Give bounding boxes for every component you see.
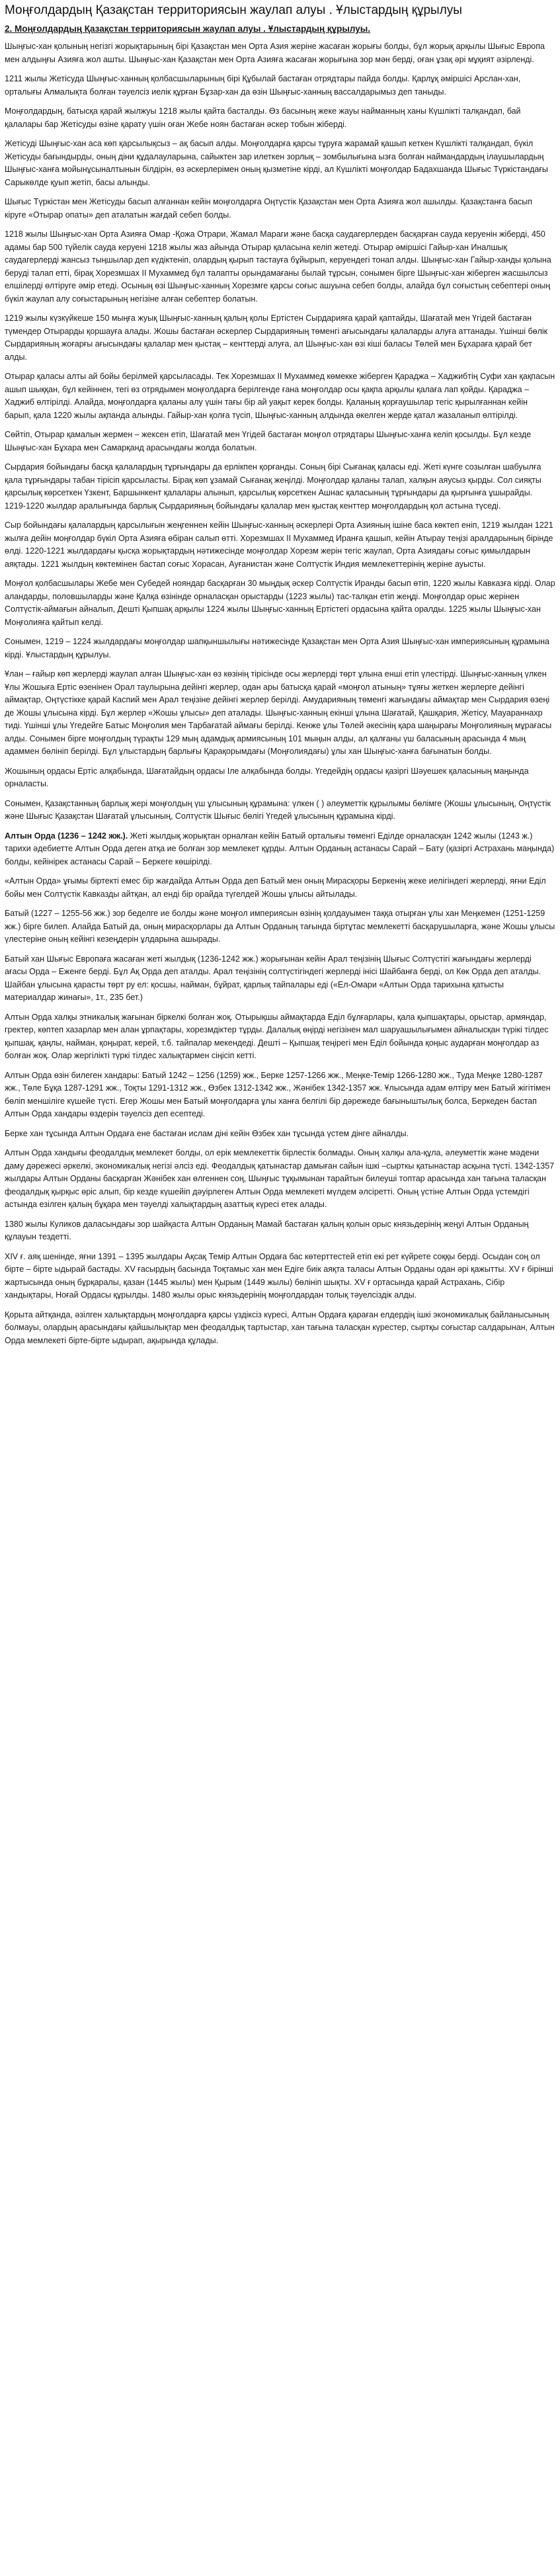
paragraph xyxy=(5,798,555,823)
paragraph xyxy=(5,370,555,422)
paragraph-text: Сонымен, 1219 – 1224 жылдардағы моңғолдар шапқыншылығы нәтижесінде Қазақстан мен Орта Азия Шыңғыс-хан империясының құрамына кірді. Ұлыстардың құрылуы. xyxy=(5,637,549,659)
paragraph xyxy=(5,830,555,869)
paragraph-text: Жетісуді Шыңғыс-хан аса көп қарсылықсыз – ақ басып алды. Моңғолдарға қарсы тұруға жарамай қашып кеткен Күшлікті талқандап, бүкіл Жетісуды бағындырды, оның діни құдалауларына, сайыктен зар илеткен зорлық – зомбылығына ызға болған наймандардың ілаушылардың Шыңғыс-ханға мойынұсыналтынын білдірін, өз әскерлерімен оның қызметіне кірді, ал Күшлікті моңғолдар Бадахшанда Шығыс Түркістандағы Сарыкөлде қуып жетіп, басы алынды. xyxy=(5,139,548,187)
paragraph xyxy=(5,765,555,791)
paragraph xyxy=(5,461,555,513)
paragraph-text: Алтын Орда хандығы феодалдық мемлекет болды, ол ерік мемлекеттік бірлестік болмады. Оның халқы ала-құла, әлеуметтік және мәдени даму дәрежесі әркелкі, экономикалық негізі әлсіз еді. Феодалдық қатынастар дамыған сайын ішкі –сырткы қатынастар асқына түсті. 1342-1357 жылдары Алтын Орданы басқарған Жәнібек хан өлгеннен соң, Шыңғыс тұқымынан тарайтын билеуші топтар арасында хан тағына таласқан феодалдық қырқыс өріс алып, бір кезде күшейіп дәуірлеген Алтын Орда мемлекеті мүлдем әлсіретті. Оның үстіне Алтын Орда үстемдігі астында езілген қалың бұқара мен тәуелді халықтардың азаттық күресі етек алады. xyxy=(5,1148,555,1209)
paragraph xyxy=(5,875,555,901)
paragraph xyxy=(5,1147,555,1212)
paragraph-text: «Алтын Орда» ұғымы біртекті емес бір жағдайда Алтын Орда деп Батый мен оның Мирасқоры Беркенің жеке иелігіндегі жерлерді, яғни Еділ бойы мен Солтүстік Кавказды айтқан, ал енді бір орайда түгелдей Жошы ұлысы айтылады. xyxy=(5,876,546,899)
paragraph-text: Сыр бойындағы қалалардың қарсылығын жеңгеннен кейін Шыңғыс-ханның әскерлері Орта Азияның ішіне баса көктеп еніп, 1219 жылдан 1221 жылға дейін моңғолдар бүкіл Орта Азияға өбіран салып өтті. Хорезмшах II Мухаммед Иранға қашып, кейін Атырау теңізі аралдарының бірінде өлді. 1220-1221 жылдардағы қысқа жорықтардың нәтижесінде моңғолдар Хорезм жерін тегіс жаулап, Орта Азиядағы соғыс қимылдарын аяқтады. 1221 жылдың көктемінен бастап соғыс Хорасан, Ауғанистан және Солтүстік Индия мемлекеттерінің жеріне ауысты. xyxy=(5,520,553,569)
paragraph-text: Батый хан Шығыс Европаға жасаған жеті жылдық (1236-1242 жж.) жорығынан кейін Арал теңізінің Шығыс Солтүстігі жағындағы жерлерді ағасы Орда – Еженге берді. Бұл Ақ Орда деп аталды. Арал теңізінің солтүстігіндегі жерлерді інісі Шайбанға берді, ол Көк Орда деп аталды. Шайбан ұлысына қарасты төрт ру ел: қосшы, найман, бұйрат, қарлық тайпалары еді («Ел-Омари «Алтын Орда тарихына қатысты материалдар жинағы», 1т., 235 бет.) xyxy=(5,954,541,1002)
paragraph-text: Сөйтіп, Отырар қамалын жермен – жексен етіп, Шағатай мен Үгідей бастаған моңғол отрядтары Шыңғыс-ханға келіп қосылды. Бұл кезде Шыңғыс-хан Бұхара мен Самарқанд арасындағы жолда болатын. xyxy=(5,430,532,452)
paragraph-text: Алтын Орда өзін билеген хандары: Батый 1242 – 1256 (1259) жж., Берке 1257-1266 жж., Меңке-Темір 1266-1280 жж., Туда Меңке 1280-1287 жж., Төле Бұқа 1287-1291 жж., Тоқты 1291-1312 жж., Өзбек 1312-1342 жж., Жәнібек 1342-1357 жж. Ұлысында адам өлтіру мен Батый жігітімен бөліп меншіліге күшейе түсті. Егер Жошы мен Батый моңғолдарға ұлы ханға белгілі бір дәрежеде бағыныштылық болса, Беркеден бастап Алтын Орда хандары өздерін тәуелсіз деп есептеді. xyxy=(5,1070,551,1118)
paragraph-text: Сырдария бойындағы басқа қалалардың тұрғындары да ерлікпен қорғанды. Соның бірі Сығанақ қаласы еді. Жеті күнге созылған шабуылға қала тұрғындары табан тірісіп қарсыласты. Бірақ көп ұзамай Сығанақ жеңілді. Моңғолдар қаланы талап, халқын аяусыз қырды. Сол сияқты қарсылық көрсеткен Үзкент, Баршынкент қалалары алынып, қарсылық көрсеткен Ашнас қаласының тұрғындары да қырғынға ұшырайды. 1219-1220 жылдар аралығында барлық Сырдарияның бойындағы қалалар мен қыстақ кенттер моңғолдардың қол астына түседі. xyxy=(5,462,541,511)
paragraph xyxy=(5,196,555,222)
paragraph-text: 1218 жылы Шыңғыс-хан Орта Азияға Омар -Қожа Отрари, Жамал Мараги және басқа саудагерлерден басқарған сауда керуенін жіберді, 450 адамы бар 500 түйелік сауда керуені 1218 жылы жаз айында Отырар қаласына келіп жетеді. Отырар әміршісі Гайыр-хан Иналшық саудагерлерді жансыз тыңшылар деп күдіктеніп, олардың қырып тастауға бұйырып, керуендегі тонап алды. Шыңғыс-хан Гайыр-ханды қолына беруді талап етті, бірақ Хорезмшах II Мухаммед бұл талапты орындамағаны былай тұрсын, сонымен бірге Шыңғыс-хан жіберген жасшылсыз елшілерді өлтіруге әмір етеді. Осының өзі Шыңғыс-ханның Хорезмге қарсы соғыс ашуына себеп болды, алайда бұл соғыстың себептері оның бүкіл жаулап алу соғыстарының негізіне алған себептер болатын. xyxy=(5,229,551,304)
paragraph-text: Берке хан тұсында Алтын Ордаға ене бастаған ислам діні кейін Өзбек хан тұсында үстем дінге айналды. xyxy=(5,1128,409,1138)
paragraph xyxy=(5,1128,555,1141)
paragraph-text: Батый (1227 – 1255-56 жж.) зор беделге ие болды және моңғол империясын өзінің қолдауымен таққа отырған ұлы хан Меңкемен (1251-1259 жж.) бірге билеп. Алайда Батый да, оның мирасқорлары да Алтын Орданың тағында біртұтас мемлекетті басқарушыларға, және Жошы ұлысы үлестеріне оның кейінгі кезеңдерін ұлдарына ашырады. xyxy=(5,909,555,944)
paragraph-text: Моңғол қолбасшылары Жебе мен Субедей нояндар басқарған 30 мыңдық әскер Солтүстік Иранды басып өтіп, 1220 жылы Кавказға кірді. Олар аландарды, половшыларды және Қалқа өзінінде орналасқан орыстарды (1223 жылы) тас-талқан етіп жеңді. Моңғолдар орыс жерінен Солтүстік-аймағын айналып, Дешті Қыпшақ арқылы 1224 жылы Шыңғыс-ханның Ертістегі ордасына қайта оралды. 1225 жылы Шыңғыс-хан Моңғолияға қайтып келді. xyxy=(5,579,555,627)
paragraph xyxy=(5,519,555,571)
section-heading: 2. Моңғолдардың Қазақстан территориясын жаулап алуы . Ұлыстардың құрылуы. xyxy=(5,24,371,34)
paragraph-text: Шығыс Түркістан мен Жетісуды басып алғаннан кейін моңғолдарға Оңтүстік Қазақстан мен Орта Азияға жол ашылды. Қазақстанға басып кіруге «Отырар опаты» деп аталатын жағдай себеп болды. xyxy=(5,197,533,220)
paragraph-text: Моңғолдардың, батысқа қарай жылжуы 1218 жылы қайта басталды. Өз басының жеке жауы найманның ханы Күшлікті талқандап, бай қалалары бар Жетісуды өзіне қарату үшін оған Жебе ноян бастаған әскер тобын жіберді. xyxy=(5,106,521,129)
paragraph-text: XIV ғ. аяқ шенінде, яғни 1391 – 1395 жылдары Ақсақ Темір Алтын Ордаға бас көтерттестей етіп екі рет күйрете соққы берді. Осыдан соң ол бірте – бірте ыдырай бастады. XV ғасырдың басында Тоқтамыс хан мен Едіге биік аяқта таласы Алтын Орданы одан әрі қажытты. XV ғ бірінші жартысында оның бұрқаралы, қазан (1445 жылы) мен Қырым (1449 жылы) бөлініп шықты. XV ғ ортасында қарай Астрахань, Сібір хандықтары, Ноғай Ордасы құрылды. 1480 жылы орыс князьдерінің моңғолдардан толық тәуелсіздік алды. xyxy=(5,1251,553,1300)
document-title: Моңғолдардың Қазақстан территориясын жаулап алуы . Ұлыстардың құрылуы xyxy=(5,3,462,17)
paragraph xyxy=(5,105,555,131)
paragraph-text: Жошының ордасы Ертіс алқабында, Шағатайдың ордасы Іле алқабында болды. Үгедейдің ордасы қазіргі Шәуешек қаласының маңында орналасты. xyxy=(5,766,529,788)
paragraph-text: Сонымен, Қазақстанның барлық жері моңғолдың үш ұлысының құрамына: үлкен ( ) әлеуметтік құрылымы бөлімге (Жошы ұлысының, Оңтүстік және Шығыс Қазақстан Шағатай ұлысының, Солтүстік Шығыс бөлігі Үгедей ұлысының құрамына кірді. xyxy=(5,798,551,821)
paragraph-text: 1380 жылы Куликов даласындағы зор шайқаста Алтын Орданың Мамай бастаған қалың қолын орыс князьдерінің жеңуі Алтын Орданың құлауын тездетті. xyxy=(5,1219,529,1241)
paragraph-text: Ұлан – ғайыр көп жерлерді жаулап алған Шыңғыс-хан өз көзінің тірісінде осы жерлерді төрт ұлына енші етіп үлестірді. Шыңғыс-ханның үлкен Ұлы Жошыға Ертіс өзенінен Орал таулырына дейінгі жерлер, одан ары батысқа қарай «моңғол атының» тұяғы жеткен жерлерге дейінгі аймақтар, Оңтүстікке қарай Каспий мен Арал теңізіне дейінгі жерлер берілді. Амударияның төменгі жағындағы аймақтар мен Сырдария өзеңі де Жошы ұлысына кірді. Бұл жерлер «Жошы ұлысы» деп аталады. Шыңғыс-ханның екінші ұлына Шағатай, Қашқария, Жетісу, Мауараннахр тиді. Үшінші ұлы Үгедейге Батыс Моңғолия мен Тарбағатай аймағы берілді. Кенже ұлы Төлей әкесінің қара шаңырағы Моңғолияның мұрағасы алды. Сонымен бірге моңғолдың түрақты 129 мың адамдық армиясының 101 мыңын алды, ал қалғаны үш баласының арасында 4 мың адаммен бөлініп берілді. Бұл ұлыстардың барлығы Қарақорымдағы (Моңғолиядағы) ұлы хан Шыңғыс-ханға бағынатын болды. xyxy=(5,669,552,756)
paragraph xyxy=(5,40,555,66)
paragraph xyxy=(5,907,555,946)
paragraph xyxy=(5,73,555,99)
paragraph-text: Қорыта айтқанда, әзілген халықтардың моңғолдарға қарсы үздіксіз күресі, Алтын Ордаға қараған елдердің ішкі экономикалық байланысының болмауы, олардың арасындағы қайшылықтар мен феодалдық тартыстар, хан тағына таласқан күрестер, сыртқы соғыстар салдарынан, Алтын Орда мемлекеті бірте-бірте ыдырап, ақырында құлады. xyxy=(5,1309,555,1345)
paragraph xyxy=(5,312,555,364)
paragraph xyxy=(5,1011,555,1063)
paragraph xyxy=(5,429,555,454)
paragraph-text: 1219 жылы күзкүйкеше 150 мыңға жуық Шыңғыс-ханның қалың қолы Ертістен Сырдарияға қарай қаптайды, Шағатай мен Үгідей бастаған түмендер Отырарды қоршауға алады. Жошы бастаған әскерлер Сырдарияның төменгі ағысындағы қалаларды алуға аттанады. Үшінші бөлік Сырдарияның жоғарғы ағысындағы қалалар мен қыстақ – кенттерді алуға, ал Шыңғыс-хан өзі кіші баласы Төлей мен Бұхараға қарай бет алды. xyxy=(5,313,548,362)
paragraph xyxy=(5,668,555,759)
paragraph-text: Шыңғыс-хан қолының негізгі жорықтарының бірі Қазақстан мен Орта Азия жеріне жасаған жорығы болды, бұл жорық арқылы Шығыс Европа мен алдыңғы Азияға жол ашты. Шыңғыс-хан Қазақстан мен Орта Азияға жасаған жорығына зор мән берді, оған ұзақ әрі мұқият әзірленді. xyxy=(5,42,545,64)
paragraph xyxy=(5,1218,555,1244)
paragraph-lead-heading: Алтын Орда (1236 – 1242 жж.). xyxy=(5,831,128,841)
paragraph xyxy=(5,577,555,629)
paragraph xyxy=(5,228,555,306)
paragraph xyxy=(5,1309,555,1348)
paragraph-text: Алтын Орда халқы этникалық жағынан біркелкі болған жоқ. Отырықшы аймақтарда Еділ бұлғарлары, қала қыпшақтары, орыстар, армяндар, гректер, көптеп хазарлар мен алан ұрпақтары, хорезмдіктер тұрды. Далалық өңірді негізінен мал шаруашылығымен айналысқан түрікі тілдес қыпшақ, қаңлы, найман, қоңырат, керей, т.б. тайпалар мекендеді. Дешті – Қыпшақ теңірегі мен Еділ бойында қоңыс аударған моңғолдар аз болған жоқ. Олар жергілікті түркі тілдес халықтармен сіңісіп кетті. xyxy=(5,1012,549,1060)
document-body xyxy=(5,40,555,1347)
paragraph xyxy=(5,138,555,189)
paragraph-text: Отырар қаласы алты ай бойы берілмей қарсыласады. Тек Хорезмшах II Мухаммед көмекке жіберген Қараджа – Хаджибтің Суфи хан қақпасын ашып шыққан, бұл кейіннен, тегі өз отрядымен моңғолдарға берілгенде ғана моңғолдар осы қақпа арқылы қалаға лап қойды. Қараджа – Хаджиб өлтірілді. Алайда, моңғолдарға қаланы алу үшін тағы бір ай уақыт керек болды. Қаланың қорғаушылар тегіс қырылғаннан кейін барып, қала 1220 жылы ақпанда алынды. Гайыр-хан қолға түсіп, Шыңғыс-ханның алдында өкелген жерде қатал жазаланып өлтірілді. xyxy=(5,372,555,420)
paragraph xyxy=(5,636,555,661)
paragraph xyxy=(5,1069,555,1121)
paragraph xyxy=(5,953,555,1005)
paragraph-text: 1211 жылы Жетісуда Шыңғыс-ханның қолбасшыларының бірі Құбылай бастаған отрядтары пайда болды. Қарлұқ әміршісі Арслан-хан, орталығы Алмалықта болған тәуелсіз иелік құрған Бұзар-хан да өзін Шыңғыс-ханның вассалдарымыз деп таныды. xyxy=(5,74,521,97)
paragraph xyxy=(5,1251,555,1302)
paragraph-text: Жеті жылдық жорықтан орналған кейін Батый орталығы төменгі Еділде орналасқан 1242 жылы (1243 ж.) тарихи әдебиетте Алтын Орда деген атқа ие болған зор мемлекет құрды. Алтын Орданың астанасы Сарай – Бату (қазіргі Астрахань маңында) болды, кейінірек астанасы Сарай – Беркеге көшірілді. xyxy=(5,831,555,866)
